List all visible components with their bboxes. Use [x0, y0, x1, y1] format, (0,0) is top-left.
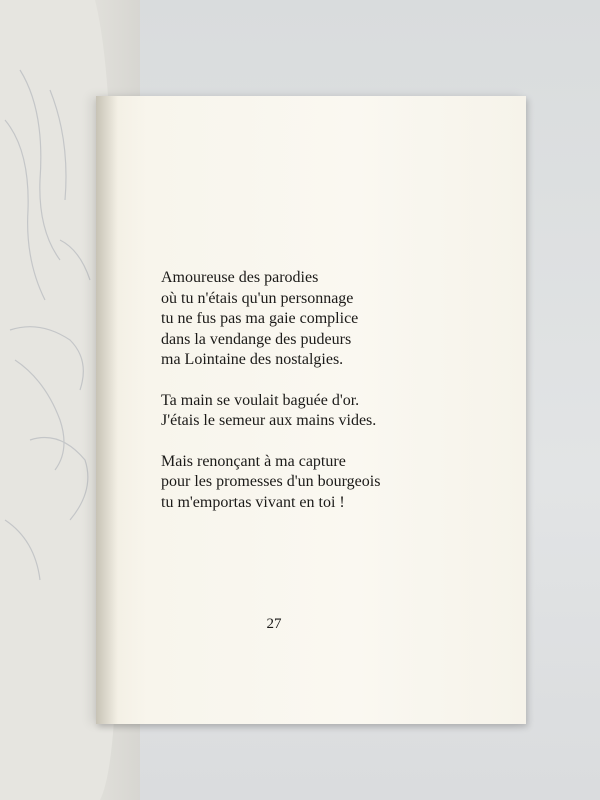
page-gutter-shadow — [96, 96, 118, 724]
poem-line: Ta main se voulait baguée d'or. — [161, 391, 360, 409]
poem-line: tu m'emportas vivant en toi ! — [161, 493, 345, 511]
poem — [161, 268, 481, 533]
poem-line: pour les promesses d'un bourgeois — [161, 473, 381, 490]
poem-line: Amoureuse des parodies — [161, 269, 319, 286]
poem-line: tu ne fus pas ma gaie complice — [161, 310, 359, 327]
stanza-1 — [161, 268, 481, 371]
stanza-2 — [161, 391, 481, 432]
poem-line: Mais renonçant à ma capture — [161, 452, 346, 470]
poem-line: J'étais le semeur aux mains vides. — [161, 412, 377, 429]
poem-line: où tu n'étais qu'un personnage — [161, 289, 354, 307]
poem-line: ma Lointaine des nostalgies. — [161, 351, 344, 368]
stanza-3 — [161, 452, 481, 514]
page-number: 27 — [266, 616, 282, 632]
poem-line: dans la vendange des pudeurs — [161, 330, 352, 348]
